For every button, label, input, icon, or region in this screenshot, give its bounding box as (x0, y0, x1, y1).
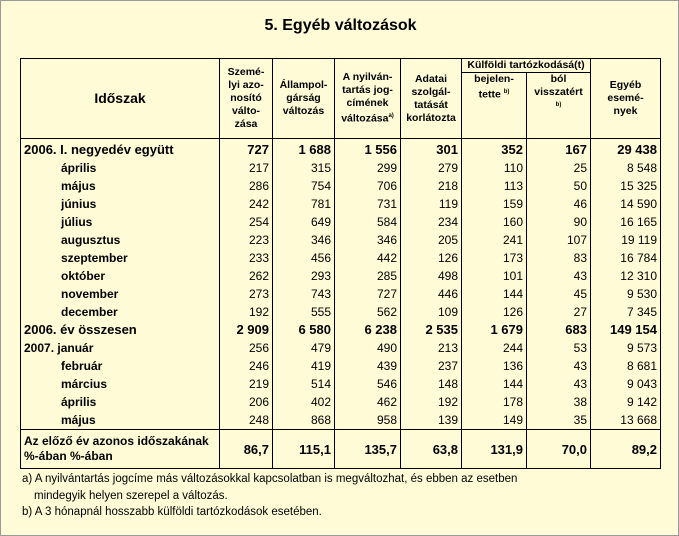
cell-value: 15 325 (591, 177, 661, 195)
cell-value: 7 345 (591, 303, 661, 321)
cell-value: 262 (220, 267, 273, 285)
cell-value: 958 (335, 411, 401, 430)
table-row (21, 303, 661, 321)
cell-value: 144 (462, 285, 527, 303)
cell-value: 514 (273, 375, 335, 393)
cell-value: 139 (401, 411, 462, 430)
cell-value: 205 (401, 231, 462, 249)
cell-value: 315 (273, 159, 335, 177)
cell-value: 301 (401, 139, 462, 160)
row-label: 2006. I. negyedév együtt (21, 139, 220, 160)
table-row (21, 411, 661, 430)
cell-value: 16 165 (591, 213, 661, 231)
cell-value: 352 (462, 139, 527, 160)
cell-value: 70,0 (527, 430, 591, 469)
cell-value: 53 (527, 339, 591, 357)
cell-value: 43 (527, 375, 591, 393)
cell-value: 223 (220, 231, 273, 249)
row-label: 2007. január (21, 339, 220, 357)
cell-value: 89,2 (591, 430, 661, 469)
cell-value: 9 043 (591, 375, 661, 393)
cell-value: 2 535 (401, 321, 462, 339)
cell-value: 107 (527, 231, 591, 249)
cell-value: 25 (527, 159, 591, 177)
row-label: szeptember (21, 249, 220, 267)
cell-value: 346 (335, 231, 401, 249)
cell-value: 244 (462, 339, 527, 357)
row-label: július (21, 213, 220, 231)
cell-value: 206 (220, 393, 273, 411)
cell-value: 237 (401, 357, 462, 375)
table-row (21, 139, 661, 160)
cell-value: 46 (527, 195, 591, 213)
cell-value: 13 668 (591, 411, 661, 430)
footnotes (22, 471, 517, 521)
cell-value: 248 (220, 411, 273, 430)
table-row (21, 267, 661, 285)
cell-value: 754 (273, 177, 335, 195)
table-row (21, 195, 661, 213)
cell-value: 446 (401, 285, 462, 303)
cell-value: 159 (462, 195, 527, 213)
cell-value: 462 (335, 393, 401, 411)
cell-value: 731 (335, 195, 401, 213)
cell-value: 254 (220, 213, 273, 231)
cell-value: 727 (220, 139, 273, 160)
cell-value: 1 556 (335, 139, 401, 160)
cell-value: 173 (462, 249, 527, 267)
cell-value: 279 (401, 159, 462, 177)
cell-value: 246 (220, 357, 273, 375)
cell-value: 148 (401, 375, 462, 393)
row-label: május (21, 177, 220, 195)
cell-value: 649 (273, 213, 335, 231)
cell-value: 727 (335, 285, 401, 303)
cell-value: 241 (462, 231, 527, 249)
row-label: november (21, 285, 220, 303)
cell-value: 1 688 (273, 139, 335, 160)
cell-value: 584 (335, 213, 401, 231)
table-row (21, 159, 661, 177)
header-abroad-returned: ból visszatért $^{b)}$ (527, 73, 591, 139)
cell-value: 6 580 (273, 321, 335, 339)
cell-value: 160 (462, 213, 527, 231)
cell-value: 213 (401, 339, 462, 357)
cell-value: 144 (462, 375, 527, 393)
cell-value: 9 142 (591, 393, 661, 411)
cell-value: 781 (273, 195, 335, 213)
cell-value: 219 (220, 375, 273, 393)
cell-value: 234 (401, 213, 462, 231)
header-period: Időszak (21, 59, 220, 139)
table-row (21, 339, 661, 357)
page-title: 5. Egyéb változások (264, 17, 417, 34)
cell-value: 149 (462, 411, 527, 430)
cell-value: 233 (220, 249, 273, 267)
cell-value: 562 (335, 303, 401, 321)
table-row (21, 357, 661, 375)
table-row (21, 393, 661, 411)
data-table (20, 58, 661, 469)
cell-value: 706 (335, 177, 401, 195)
cell-value: 293 (273, 267, 335, 285)
cell-value: 6 238 (335, 321, 401, 339)
cell-value: 63,8 (401, 430, 462, 469)
cell-value: 479 (273, 339, 335, 357)
header-data-restriction: Adatai szolgál- tatását korlátozta (401, 59, 462, 139)
cell-value: 1 679 (462, 321, 527, 339)
cell-value: 217 (220, 159, 273, 177)
cell-value: 38 (527, 393, 591, 411)
cell-value: 131,9 (462, 430, 527, 469)
table-row (21, 375, 661, 393)
cell-value: 218 (401, 177, 462, 195)
cell-value: 90 (527, 213, 591, 231)
cell-value: 346 (273, 231, 335, 249)
row-label: 2006. év összesen (21, 321, 220, 339)
cell-value: 45 (527, 285, 591, 303)
cell-value: 43 (527, 267, 591, 285)
cell-value: 273 (220, 285, 273, 303)
cell-value: 16 784 (591, 249, 661, 267)
cell-value: 126 (401, 249, 462, 267)
cell-value: 109 (401, 303, 462, 321)
cell-value: 135,7 (335, 430, 401, 469)
cell-value: 743 (273, 285, 335, 303)
cell-value: 192 (220, 303, 273, 321)
cell-value: 192 (401, 393, 462, 411)
table-row-percent (21, 430, 661, 469)
cell-value: 439 (335, 357, 401, 375)
footnote-a-cont: mindegyik helyen szerepel a változás. (34, 489, 228, 502)
header-abroad-reported: bejelen- tette $^{b)}$ (462, 73, 527, 139)
table-row (21, 285, 661, 303)
cell-value: 101 (462, 267, 527, 285)
table-row (21, 249, 661, 267)
row-label: december (21, 303, 220, 321)
cell-value: 136 (462, 357, 527, 375)
cell-value: 115,1 (273, 430, 335, 469)
header-citizenship: Állampol- gárság változás (273, 59, 335, 139)
row-label: március (21, 375, 220, 393)
cell-value: 149 154 (591, 321, 661, 339)
footnote-a: a) A nyilvántartás jogcíme más változásokkal kapcsolatban is megváltozhat, és ebben az esetben (22, 473, 518, 485)
cell-value: 50 (527, 177, 591, 195)
cell-value: 19 119 (591, 231, 661, 249)
cell-value: 2 909 (220, 321, 273, 339)
table-row (21, 213, 661, 231)
row-label: október (21, 267, 220, 285)
cell-value: 43 (527, 357, 591, 375)
cell-value: 35 (527, 411, 591, 430)
cell-value: 419 (273, 357, 335, 375)
footnote-mark-a: a) (388, 113, 394, 120)
row-label: április (21, 159, 220, 177)
footnote-b: b) A 3 hónapnál hosszabb külföldi tartózkodások esetében. (22, 506, 322, 518)
cell-value: 498 (401, 267, 462, 285)
cell-value: 14 590 (591, 195, 661, 213)
cell-value: 546 (335, 375, 401, 393)
cell-value: 8 681 (591, 357, 661, 375)
cell-value: 8 548 (591, 159, 661, 177)
cell-value: 83 (527, 249, 591, 267)
cell-value: 456 (273, 249, 335, 267)
row-label: február (21, 357, 220, 375)
cell-value: 490 (335, 339, 401, 357)
cell-value: 126 (462, 303, 527, 321)
cell-value: 256 (220, 339, 273, 357)
cell-value: 868 (273, 411, 335, 430)
cell-value: 113 (462, 177, 527, 195)
table-body (21, 139, 661, 469)
cell-value: 86,7 (220, 430, 273, 469)
header-registration-title: A nyilván- tartás jog- címének változása$^{a)}$ (335, 59, 401, 139)
table-row (21, 321, 661, 339)
row-label: április (21, 393, 220, 411)
cell-value: 119 (401, 195, 462, 213)
cell-value: 683 (527, 321, 591, 339)
cell-value: 442 (335, 249, 401, 267)
header-abroad-group: Külföldi tartózkodásá(t) (462, 59, 591, 73)
row-label: augusztus (21, 231, 220, 249)
table-row (21, 231, 661, 249)
row-label: június (21, 195, 220, 213)
cell-value: 555 (273, 303, 335, 321)
cell-value: 402 (273, 393, 335, 411)
cell-value: 167 (527, 139, 591, 160)
cell-value: 9 530 (591, 285, 661, 303)
row-label: május (21, 411, 220, 430)
cell-value: 285 (335, 267, 401, 285)
cell-value: 12 310 (591, 267, 661, 285)
cell-value: 29 438 (591, 139, 661, 160)
cell-value: 286 (220, 177, 273, 195)
cell-value: 242 (220, 195, 273, 213)
header-other-events: Egyéb esemé- nyek (591, 59, 661, 139)
cell-value: 110 (462, 159, 527, 177)
cell-value: 178 (462, 393, 527, 411)
cell-value: 27 (527, 303, 591, 321)
row-label: Az előző év azonos időszakának %-ában %-ában (21, 430, 220, 469)
cell-value: 299 (335, 159, 401, 177)
table-row (21, 177, 661, 195)
cell-value: 9 573 (591, 339, 661, 357)
header-personal-id: Szemé- lyi azo- nosító válto- zása (220, 59, 273, 139)
